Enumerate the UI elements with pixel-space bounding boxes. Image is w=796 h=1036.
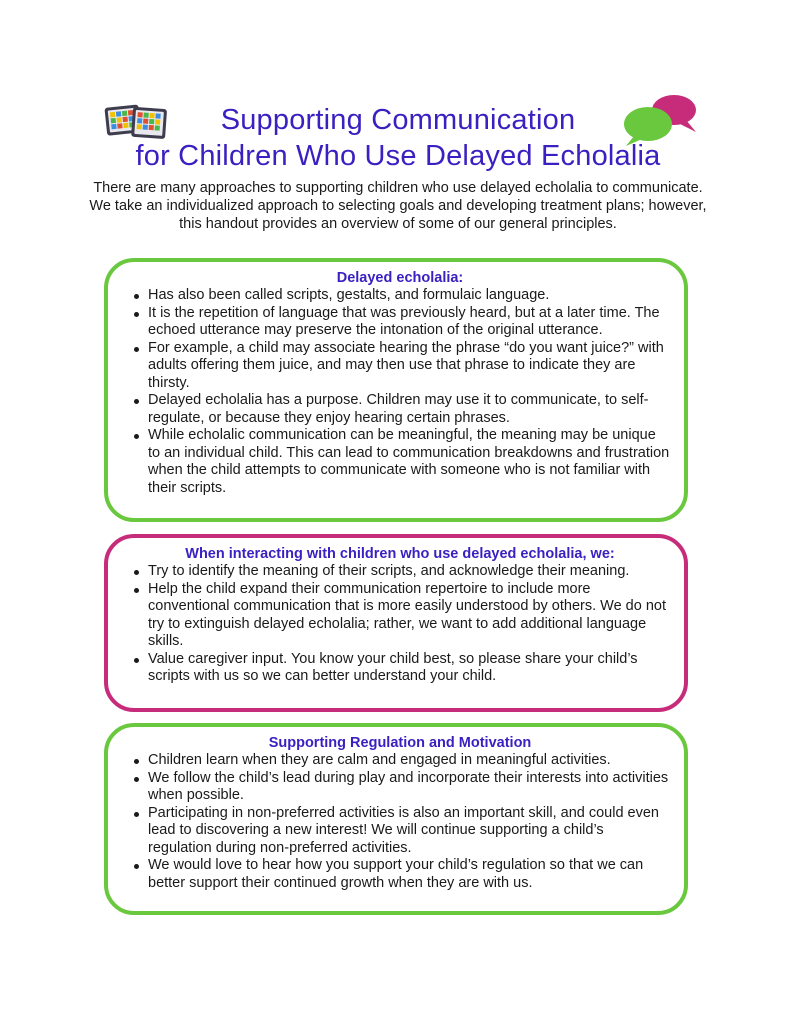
page-title-line-2: for Children Who Use Delayed Echolalia [135,140,661,172]
list-item: We follow the child’s lead during play and incorporate their interests into activities when possible. [148,769,669,803]
list-item: It is the repetition of language that was previously heard, but at a later time. The echoed utterance may preserve the intonation of the original utterance. [148,305,670,340]
list-item: Has also been called scripts, gestalts, and formulaic language. [148,287,670,305]
section-interacting-with-children [104,534,688,712]
section-heading: Supporting Regulation and Motivation [268,735,532,751]
list-item: Delayed echolalia has a purpose. Children may use it to communicate, to self-regulate, or because they enjoy hearing certain phrases. [148,392,670,427]
bullet-list [130,752,670,892]
bullet-list [130,563,670,686]
list-item: We would love to hear how you support your child’s regulation so that we can better support their continued growth when they are with us. [148,857,670,892]
intro-paragraph: There are many approaches to supporting children who use delayed echolalia to communicate. We take an individualized approach to selecting goals and developing treatment plans; however, this handout provides an overview of some of our general principles. [89,180,707,232]
section-heading: Delayed echolalia: [336,270,464,286]
list-item: Value caregiver input. You know your child best, so please share your child’s scripts with us so we can better understand your child. [148,651,670,686]
list-item: For example, a child may associate hearing the phrase “do you want juice?” with adults offering them juice, and may then use that phrase to indicate they are thirsty. [148,340,670,393]
page-title-line-1: Supporting Communication [220,104,576,136]
list-item: While echolalic communication can be meaningful, the meaning may be unique to an individual child. This can lead to communication breakdowns and frustration when the child attempts to communicate with someone who is not familiar with their scripts. [148,427,670,496]
list-item: Help the child expand their communication repertoire to include more conventional communication that is more easily understood by others. We do not try to extinguish delayed echolalia; rather, we want to add additional language skills. [148,581,670,651]
bullet-list [130,287,670,497]
list-item: Children learn when they are calm and engaged in meaningful activities. [148,752,670,770]
section-regulation-and-motivation [104,723,688,915]
section-heading: When interacting with children who use delayed echolalia, we: [185,546,615,562]
list-item: Participating in non-preferred activities is also an important skill, and could even lead to discovering a new interest! We will continue supporting a child’s regulation during non-preferred activities. [148,805,670,858]
list-item: Try to identify the meaning of their scripts, and acknowledge their meaning. [148,563,670,581]
section-delayed-echolalia [104,258,688,522]
